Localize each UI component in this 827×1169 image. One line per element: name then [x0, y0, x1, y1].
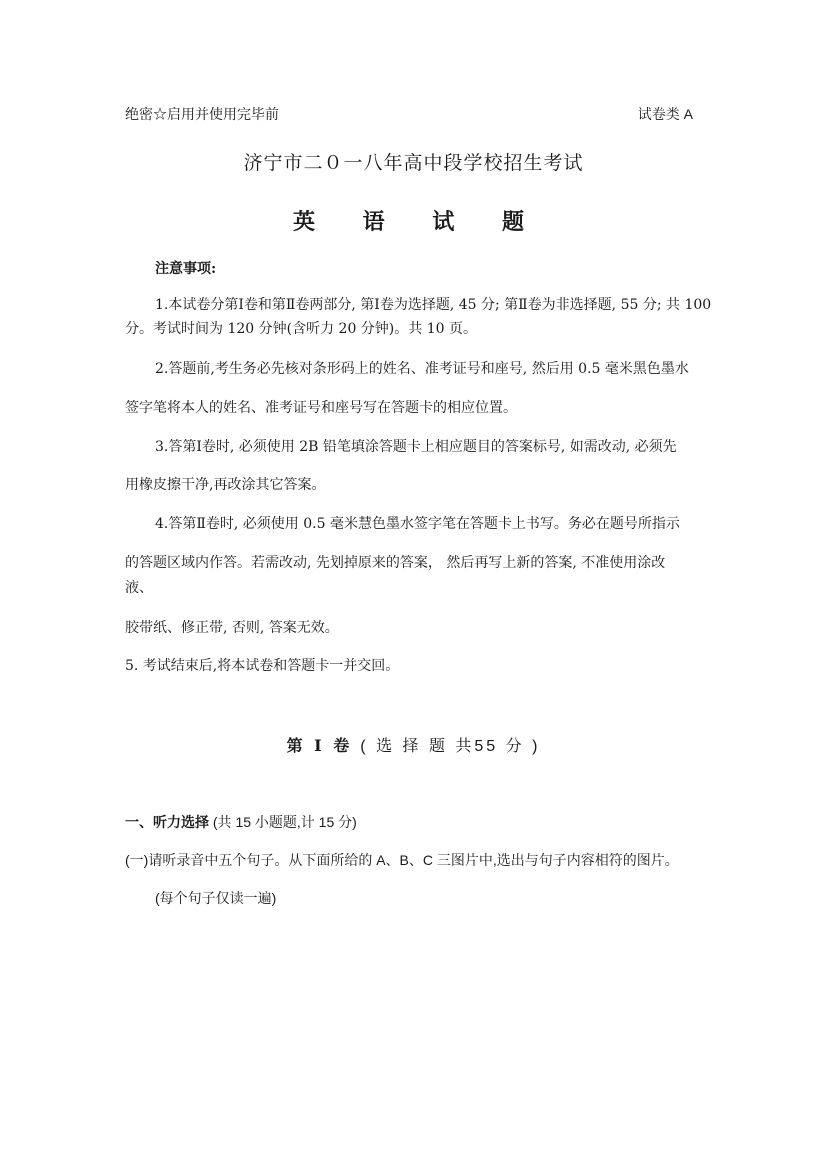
notice-item-1-line-1: 1.本试卷分第Ⅰ卷和第Ⅱ卷两部分, 第Ⅰ卷为选择题, 45 分; 第Ⅱ卷为非选择题, 55 分; 共 100: [155, 297, 712, 313]
notice-item-4-line-4: 胶带纸、修正带, 否则, 答案无效。: [125, 620, 339, 636]
exam-title: 济宁市二０一八年高中段学校招生考试: [243, 152, 584, 174]
part1-heading: [125, 812, 357, 832]
part1-heading-bold: 一、听力选择: [125, 814, 209, 830]
confidentiality-label: 绝密☆启用并使用完毕前: [125, 107, 279, 123]
notice-item-4-line-1: 4.答第Ⅱ卷时, 必须使用 0.5 毫米慧色墨水签字笔在答题卡上书写。务必在题号所指示: [155, 516, 680, 532]
paper-type-label: 试卷类 A: [637, 106, 693, 122]
section-title: [0, 733, 827, 756]
notice-item-1-line-2: 分。考试时间为 120 分钟(含听力 20 分钟)。共 10 页。: [125, 321, 477, 337]
subject-title: 英 语 试 题: [293, 209, 544, 235]
notice-item-4-line-3: 液、: [125, 580, 153, 596]
part1-heading-rest: (共 15 小题题,计 15 分): [209, 814, 357, 830]
notice-heading: 注意事项:: [155, 261, 217, 277]
section-title-rest: ( 选 择 题 共55 分 ): [360, 738, 541, 755]
part1-instruction: (一)请听录音中五个句子。从下面所给的 A、B、C 三图片中,选出与句子内容相符的图片。: [125, 852, 679, 868]
notice-item-5: 5. 考试结束后,将本试卷和答题卡一并交回。: [125, 658, 400, 674]
notice-item-4-line-2: 的答题区域内作答。若需改动, 先划掉原来的答案， 然后再写上新的答案, 不准使用涂改: [125, 555, 666, 571]
notice-item-2-line-2: 签字笔将本人的姓名、准考证号和座号写在答题卡的相应位置。: [125, 400, 517, 416]
notice-item-3-line-1: 3.答第Ⅰ卷时, 必须使用 2B 铅笔填涂答题卡上相应题目的答案标号, 如需改动, 必须先: [155, 439, 677, 455]
notice-item-3-line-2: 用橡皮擦干净,再改涂其它答案。: [125, 477, 326, 493]
notice-item-2-line-1: 2.答题前,考生务必先核对条形码上的姓名、准考证号和座号, 然后用 0.5 毫米黑色墨水: [155, 361, 689, 377]
part1-note: (每个句子仅读一遍): [155, 890, 277, 906]
section-title-bold: 第 Ⅰ 卷: [286, 736, 353, 755]
